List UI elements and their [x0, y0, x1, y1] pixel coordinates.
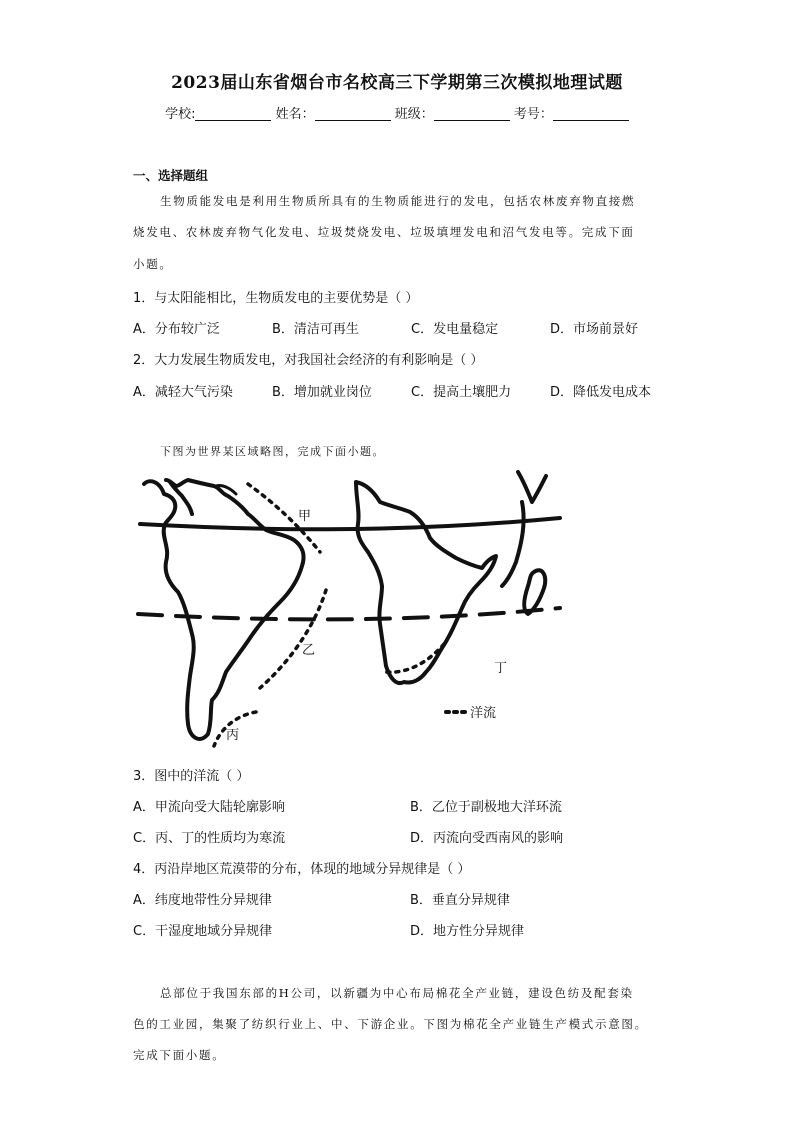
school-label: 学校: — [165, 107, 196, 122]
q3-option-a[interactable]: A．甲流向受大陆轮廓影响 — [133, 800, 285, 815]
section-heading: 一、选择题组 — [133, 168, 209, 183]
passage1-line2: 烧发电、农林废弃物气化发电、垃圾焚烧发电、垃圾填埋发电和沼气发电等。完成下面 — [133, 225, 635, 239]
question-2-stem: 2．大力发展生物质发电，对我国社会经济的有利影响是（ ） — [133, 353, 484, 368]
passage2: 下图为世界某区域略图，完成下面小题。 — [160, 445, 385, 458]
red-sea-coast — [502, 502, 524, 586]
q3-option-c[interactable]: C．丙、丁的性质均为寒流 — [133, 831, 286, 846]
q2-option-b[interactable]: B．增加就业岗位 — [272, 385, 372, 400]
label-jia: 甲 — [298, 509, 312, 524]
q2-option-c[interactable]: C．提高土壤肥力 — [411, 385, 512, 400]
q4-option-b[interactable]: B．垂直分异规律 — [410, 893, 510, 908]
page-title: 2023届山东省烟台市名校高三下学期第三次模拟地理试题 — [171, 73, 623, 93]
arabia-outline — [518, 472, 546, 502]
q2-option-d[interactable]: D．降低发电成本 — [550, 385, 652, 400]
exam-no-blank[interactable] — [553, 106, 629, 121]
passage1-line3: 小题。 — [133, 257, 173, 271]
question-4-stem: 4．丙沿岸地区荒漠带的分布，体现的地域分异规律是（ ） — [133, 862, 471, 877]
q1-option-b[interactable]: B．清洁可再生 — [272, 322, 359, 337]
passage3-line1: 总部位于我国东部的H公司，以新疆为中心布局棉花全产业链，建设色纺及配套染 — [160, 986, 634, 1000]
question-1-stem: 1．与太阳能相比，生物质发电的主要优势是（ ） — [133, 291, 419, 306]
madagascar-outline — [524, 570, 545, 614]
q1-option-c[interactable]: C．发电量稳定 — [411, 322, 499, 337]
q1-option-a[interactable]: A．分布较广泛 — [133, 322, 220, 337]
africa-outline — [356, 482, 496, 683]
student-info-line — [0, 103, 794, 122]
q3-option-d[interactable]: D．丙流向受西南风的影响 — [410, 831, 564, 846]
south-america-outline — [144, 480, 304, 739]
q3-option-b[interactable]: B．乙位于副极地大洋环流 — [410, 800, 562, 815]
q1-option-d[interactable]: D．市场前景好 — [550, 322, 639, 337]
school-blank[interactable] — [195, 106, 271, 121]
legend-label: 洋流 — [470, 706, 497, 721]
name-label: 姓名： — [275, 107, 315, 122]
label-bing: 丙 — [226, 728, 240, 743]
q2-option-a[interactable]: A．减轻大气污染 — [133, 385, 233, 400]
question-3-stem: 3．图中的洋流（ ） — [133, 769, 250, 784]
passage3-line3: 完成下面小题。 — [133, 1048, 226, 1062]
current-yi — [260, 590, 326, 688]
passage1-line1: 生物质能发电是利用生物质所具有的生物质能进行的发电，包括农林废弃物直接燃 — [160, 194, 636, 208]
name-blank[interactable] — [315, 106, 391, 121]
q4-option-a[interactable]: A．纬度地带性分异规律 — [133, 893, 272, 908]
dashed-latitude-line — [138, 608, 560, 619]
class-blank[interactable] — [434, 106, 510, 121]
solid-latitude-line — [140, 518, 560, 529]
label-ding: 丁 — [494, 661, 508, 676]
world-region-map — [130, 462, 570, 762]
class-label: 班级： — [394, 107, 434, 122]
exam-no-label: 考号： — [513, 107, 553, 122]
q4-option-c[interactable]: C．干湿度地域分异规律 — [133, 924, 273, 939]
label-yi: 乙 — [302, 643, 316, 658]
passage3-line2: 色的工业园，集聚了纺织行业上、中、下游企业。下图为棉花全产业链生产模式示意图。 — [133, 1017, 648, 1031]
q4-option-d[interactable]: D．地方性分异规律 — [410, 924, 525, 939]
